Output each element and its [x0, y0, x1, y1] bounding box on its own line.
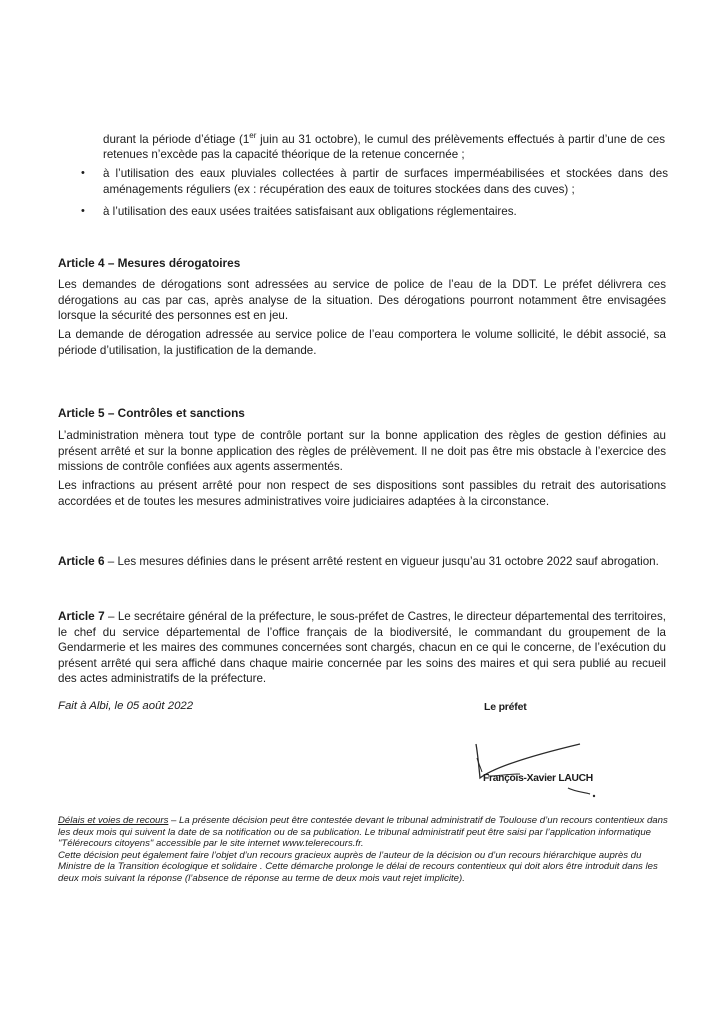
article7-title: Article 7 — [58, 609, 105, 623]
bullet-icon: • — [81, 167, 85, 179]
appeal-text-1: – La présente décision peut être contestée devant le tribunal administratif de Toulouse d’un recours contentieux dans les deux mois qui suivent la date de sa notification ou de sa publication. Le tribunal administratif peut être saisi par l’application informatique "Télérecours citoyens" accessible par le site internet www.telerecours.fr. — [58, 815, 668, 850]
signatory-name: François-Xavier LAUCH — [483, 773, 593, 784]
article5-paragraph-2: Les infractions au présent arrêté pour non respect de ses dispositions sont passibles du retrait des autorisations accordées et de toutes les mesures administratives voire judiciaires adaptées à la circonstance. — [58, 479, 666, 508]
signatory-role: Le préfet — [484, 701, 527, 713]
continuation-text-end: juin au 31 octobre), le cumul des prélèvements effectués à partir d’une de ces retenues n’excède pas la capacité théorique de la retenue concernée ; — [103, 132, 665, 162]
appeal-label: Délais et voies de recours — [58, 815, 169, 826]
article6-paragraph — [58, 554, 666, 570]
appeal-paragraph-1 — [58, 815, 670, 850]
article6-title: Article 6 — [58, 554, 105, 568]
bullet-text: à l’utilisation des eaux pluviales collectées à partir de surfaces imperméabilisées et stockées dans des aménagements réguliers (ex : récupération des eaux de toitures stockées dans des cuves) ; — [103, 167, 668, 196]
place-date: Fait à Albi, le 05 août 2022 — [58, 700, 194, 712]
list-item — [76, 204, 668, 220]
continuation-paragraph — [103, 128, 665, 163]
article5-paragraph-1: L’administration mènera tout type de contrôle portant sur la bonne application des règles de gestion définies au présent arrêté et sur la bonne application des règles de prélèvement. Il ne doit pas être mis obstacle à l’exercice des missions de contrôle confiées aux agents assermentés. — [58, 429, 666, 474]
appeal-paragraph-2: Cette décision peut également faire l’objet d’un recours gracieux auprès de l’auteur de la décision ou d’un recours hiérarchique auprès du Ministre de la Transition écologique et solidaire . Cette démarche prolonge le délai de recours contentieux qui doit alors être introduit dans les deux mois suivant la réponse (l’absence de réponse au terme de deux mois vaut rejet implicite). — [58, 849, 658, 884]
ordinal-superscript: er — [249, 131, 257, 140]
continuation-text-start: durant la période d’étiage (1 — [103, 132, 250, 146]
usage-bullet-list — [76, 166, 668, 227]
article4-paragraph-2: La demande de dérogation adressée au service police de l’eau comportera le volume sollicité, le débit associé, sa période d’utilisation, la justification de la demande. — [58, 328, 666, 357]
article6-text: – Les mesures définies dans le présent arrêté restent en vigueur jusqu’au 31 octobre 2022 sauf abrogation. — [104, 555, 659, 568]
list-item — [76, 166, 668, 197]
article5-title: Article 5 – Contrôles et sanctions — [58, 406, 245, 420]
article7-text: – Le secrétaire général de la préfecture, le sous-préfet de Castres, le directeur départemental des territoires, le chef du service départemental de l’office français de la biodiversité, le commandant du groupement de la Gendarmerie et les maires des communes concernées sont chargés, chacun en ce qui le concerne, de l’exécution du présent arrêté qui sera affiché dans chaque mairie concernée par les soins des maires et qui sera publié au recueil des actes administratifs de la préfecture. — [58, 610, 666, 686]
bullet-text: à l’utilisation des eaux usées traitées satisfaisant aux obligations réglementaires. — [103, 205, 517, 219]
article4-paragraph-1: Les demandes de dérogations sont adressées au service de police de l’eau de la DDT. Le préfet délivrera ces dérogations au cas par cas, après analyse de la situation. Des dérogations pourront notamment être envisagées lorsque la sécurité des personnes est en jeu. — [58, 278, 666, 323]
article4-title: Article 4 – Mesures dérogatoires — [58, 256, 241, 270]
appeal-notice — [58, 815, 670, 885]
bullet-icon: • — [81, 205, 85, 218]
handwritten-signature-icon — [468, 736, 608, 808]
article7-paragraph — [58, 609, 666, 687]
